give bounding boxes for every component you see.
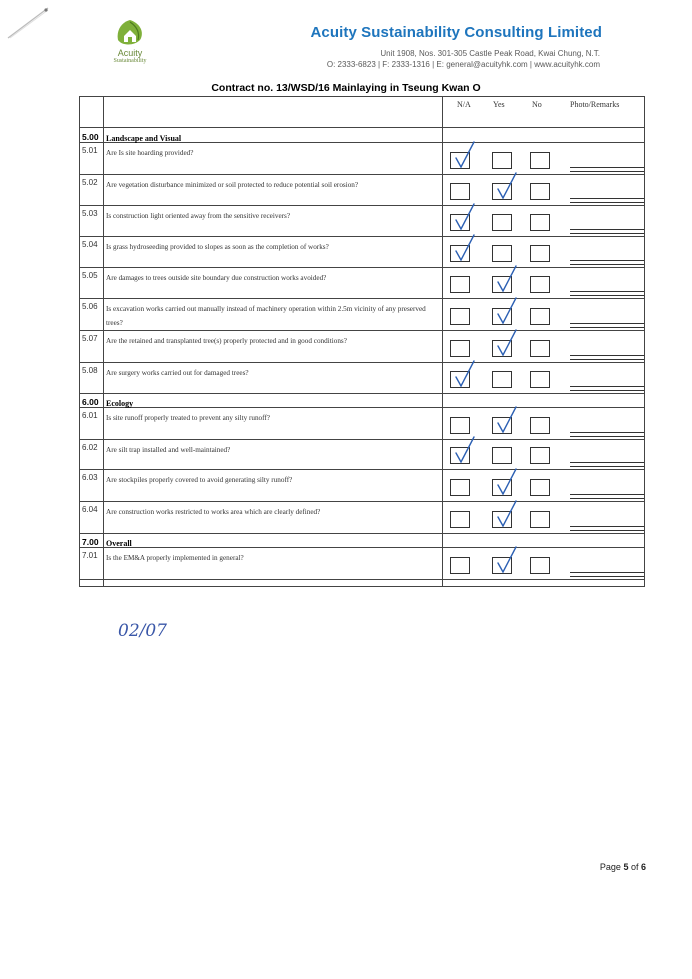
item-number: 6.04 bbox=[82, 505, 98, 514]
remarks-line bbox=[570, 171, 644, 172]
logo-name: Acuity bbox=[117, 48, 143, 58]
address-line-1: Unit 1908, Nos. 301-305 Castle Peak Road, Kwai Chung, N.T. bbox=[380, 49, 600, 58]
item-number: 6.02 bbox=[82, 443, 98, 452]
checkbox-no[interactable] bbox=[530, 447, 550, 464]
table-row bbox=[80, 236, 644, 268]
header-na: N/A bbox=[457, 100, 471, 109]
remarks-line[interactable] bbox=[570, 432, 644, 433]
item-number: 6.03 bbox=[82, 473, 98, 482]
item-question: Are the retained and transplanted tree(s) properly protected and in good conditions? bbox=[106, 337, 347, 345]
item-question: Is construction light oriented away from the sensitive receivers? bbox=[106, 212, 291, 220]
section-row bbox=[80, 533, 644, 548]
item-question: Are vegetation disturbance minimized or soil protected to reduce potential soil erosion? bbox=[106, 181, 359, 189]
footer-current-page: 5 bbox=[623, 862, 629, 872]
handwritten-date-text: 02/07 bbox=[118, 621, 167, 641]
checkbox-na[interactable] bbox=[450, 557, 470, 574]
leaf-house-icon bbox=[112, 18, 148, 48]
remarks-line bbox=[570, 466, 644, 467]
footer-prefix: Page bbox=[599, 862, 624, 872]
check-mark-icon bbox=[494, 264, 520, 294]
remarks-line bbox=[570, 295, 644, 296]
company-logo bbox=[100, 18, 160, 65]
check-mark-icon bbox=[494, 171, 520, 201]
company-address bbox=[327, 48, 600, 70]
check-mark-icon bbox=[494, 328, 520, 358]
check-mark-icon bbox=[452, 359, 478, 389]
page-footer bbox=[600, 862, 646, 872]
section-title: Overall bbox=[106, 539, 132, 548]
checklist-table bbox=[79, 96, 645, 587]
remarks-line[interactable] bbox=[570, 198, 644, 199]
item-question: Are damages to trees outside site boundary due construction works avoided? bbox=[106, 274, 327, 282]
address-line-2: O: 2333-6823 | F: 2333-1316 | E: general@acuityhk.com | www.acuityhk.com bbox=[326, 60, 600, 69]
section-row bbox=[80, 128, 644, 143]
item-number: 5.05 bbox=[82, 271, 98, 280]
item-question: Is grass hydroseeding provided to slopes as soon as the completion of works? bbox=[106, 243, 329, 251]
checkbox-na[interactable] bbox=[450, 511, 470, 528]
checkbox-no[interactable] bbox=[530, 417, 550, 434]
checkbox-na[interactable] bbox=[450, 183, 470, 200]
remarks-line[interactable] bbox=[570, 462, 644, 463]
check-mark-icon bbox=[452, 202, 478, 232]
header-no: No bbox=[532, 100, 542, 109]
item-question: Are Is site hoarding provided? bbox=[106, 149, 194, 157]
section-row bbox=[80, 393, 644, 408]
checkbox-na[interactable] bbox=[450, 308, 470, 325]
item-number: 5.04 bbox=[82, 240, 98, 249]
checkbox-no[interactable] bbox=[530, 479, 550, 496]
checkbox-yes[interactable] bbox=[492, 371, 512, 388]
remarks-line[interactable] bbox=[570, 260, 644, 261]
item-number: 5.03 bbox=[82, 209, 98, 218]
remarks-line bbox=[570, 498, 644, 499]
item-number: 5.02 bbox=[82, 178, 98, 187]
header-yes: Yes bbox=[493, 100, 505, 109]
table-row bbox=[80, 205, 644, 237]
company-name: Acuity Sustainability Consulting Limited bbox=[310, 24, 602, 41]
item-number: 5.01 bbox=[82, 146, 98, 155]
checkbox-no[interactable] bbox=[530, 152, 550, 169]
footer-mid: of bbox=[628, 862, 641, 872]
remarks-line[interactable] bbox=[570, 291, 644, 292]
item-question: Is site runoff properly treated to prevent any silty runoff? bbox=[106, 414, 270, 422]
table-row bbox=[80, 267, 644, 299]
checkbox-no[interactable] bbox=[530, 276, 550, 293]
item-number: 6.01 bbox=[82, 411, 98, 420]
check-mark-icon bbox=[452, 435, 478, 465]
remarks-line[interactable] bbox=[570, 526, 644, 527]
check-mark-icon bbox=[494, 499, 520, 529]
table-row bbox=[80, 547, 644, 580]
check-mark-icon bbox=[494, 467, 520, 497]
pen-icon bbox=[4, 2, 52, 42]
remarks-line[interactable] bbox=[570, 355, 644, 356]
table-row bbox=[80, 469, 644, 502]
item-question: Are surgery works carried out for damaged trees? bbox=[106, 369, 249, 377]
item-question: Are silt trap installed and well-maintained? bbox=[106, 446, 231, 454]
remarks-line bbox=[570, 390, 644, 391]
checkbox-no[interactable] bbox=[530, 371, 550, 388]
checkbox-no[interactable] bbox=[530, 308, 550, 325]
item-number: 5.00 bbox=[82, 132, 99, 142]
remarks-line bbox=[570, 264, 644, 265]
remarks-line bbox=[570, 202, 644, 203]
checkbox-na[interactable] bbox=[450, 417, 470, 434]
checkbox-na[interactable] bbox=[450, 276, 470, 293]
remarks-line[interactable] bbox=[570, 323, 644, 324]
remarks-line bbox=[570, 530, 644, 531]
section-title: Landscape and Visual bbox=[106, 134, 182, 143]
item-number: 7.01 bbox=[82, 551, 98, 560]
remarks-line[interactable] bbox=[570, 386, 644, 387]
checkbox-yes[interactable] bbox=[492, 152, 512, 169]
item-number: 5.08 bbox=[82, 366, 98, 375]
item-question: Is excavation works carried out manually instead of machinery operation within 2.5m vicinity of any preserved trees? bbox=[106, 305, 426, 327]
table-row bbox=[80, 330, 644, 363]
check-mark-icon bbox=[494, 296, 520, 326]
remarks-line[interactable] bbox=[570, 494, 644, 495]
item-number: 5.07 bbox=[82, 334, 98, 343]
checkbox-yes[interactable] bbox=[492, 447, 512, 464]
remarks-line bbox=[570, 233, 644, 234]
remarks-line[interactable] bbox=[570, 572, 644, 573]
remarks-line[interactable] bbox=[570, 167, 644, 168]
contract-title: Contract no. 13/WSD/16 Mainlaying in Tseung Kwan O bbox=[211, 82, 481, 94]
checkbox-na[interactable] bbox=[450, 479, 470, 496]
checkbox-no[interactable] bbox=[530, 557, 550, 574]
checkbox-no[interactable] bbox=[530, 245, 550, 262]
item-number: 7.00 bbox=[82, 537, 99, 547]
table-row bbox=[80, 362, 644, 394]
item-question: Are construction works restricted to works area which are clearly defined? bbox=[106, 508, 321, 516]
checkbox-no[interactable] bbox=[530, 511, 550, 528]
section-title: Ecology bbox=[106, 399, 134, 408]
checkbox-no[interactable] bbox=[530, 214, 550, 231]
header-remarks: Photo/Remarks bbox=[570, 100, 620, 109]
logo-subtitle: Sustainability bbox=[113, 58, 147, 64]
item-number: 5.06 bbox=[82, 302, 98, 311]
table-row bbox=[80, 142, 644, 175]
footer-total-pages: 6 bbox=[640, 862, 646, 872]
check-mark-icon bbox=[452, 233, 478, 263]
checkbox-no[interactable] bbox=[530, 183, 550, 200]
handwritten-date bbox=[118, 616, 178, 646]
remarks-line[interactable] bbox=[570, 229, 644, 230]
remarks-line bbox=[570, 576, 644, 577]
table-row bbox=[80, 174, 644, 206]
item-question: Are stockpiles properly covered to avoid generating silty runoff? bbox=[106, 476, 293, 484]
checkbox-yes[interactable] bbox=[492, 245, 512, 262]
checkbox-na[interactable] bbox=[450, 340, 470, 357]
table-row bbox=[80, 298, 644, 331]
remarks-line bbox=[570, 327, 644, 328]
table-row bbox=[80, 407, 644, 440]
remarks-line bbox=[570, 359, 644, 360]
checkbox-yes[interactable] bbox=[492, 214, 512, 231]
table-row bbox=[80, 439, 644, 470]
item-question: Is the EM&A properly implemented in general? bbox=[106, 554, 244, 562]
table-header bbox=[80, 97, 644, 128]
check-mark-icon bbox=[494, 545, 520, 575]
table-row bbox=[80, 501, 644, 534]
checkbox-no[interactable] bbox=[530, 340, 550, 357]
item-number: 6.00 bbox=[82, 397, 99, 407]
check-mark-icon bbox=[452, 140, 478, 170]
remarks-line bbox=[570, 436, 644, 437]
check-mark-icon bbox=[494, 405, 520, 435]
